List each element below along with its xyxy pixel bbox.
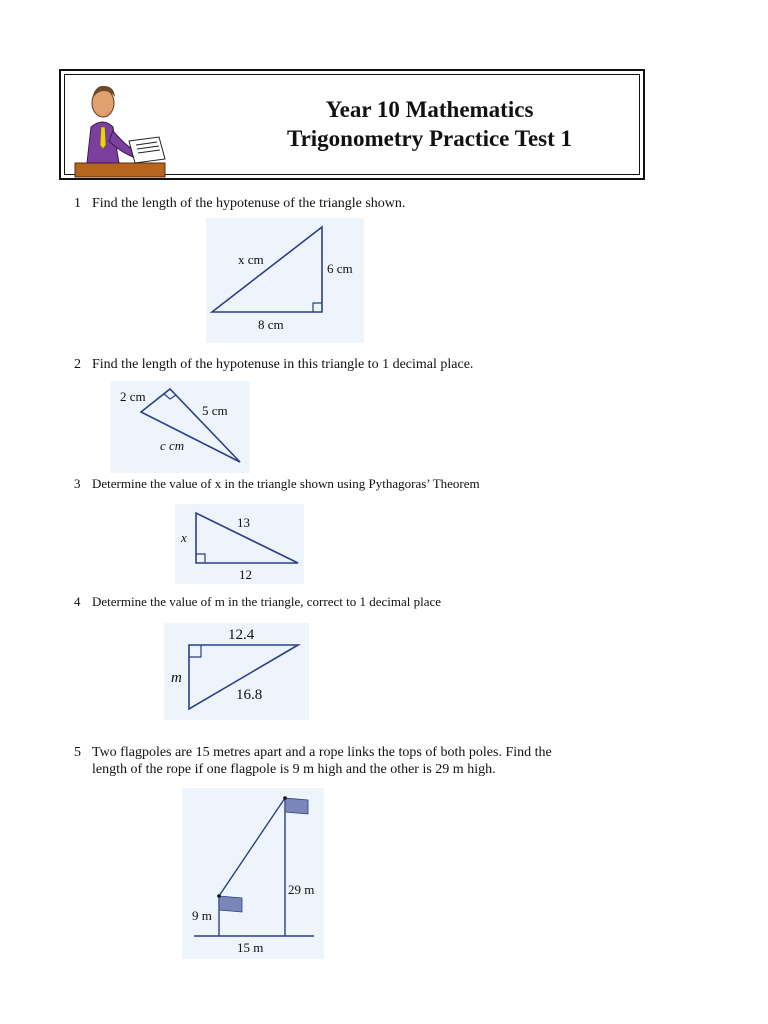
long-leg-label: 5 cm — [202, 403, 228, 418]
teacher-illustration — [73, 79, 173, 179]
question-4 — [74, 593, 634, 610]
question-1 — [74, 195, 634, 212]
question-text-line-2: length of the rope if one flagpole is 9 m high and the other is 29 m high. — [92, 762, 496, 777]
figure-q4-triangle — [164, 623, 309, 720]
question-3 — [74, 475, 634, 492]
distance-label: 15 m — [237, 940, 264, 955]
figure-q1-triangle — [206, 218, 364, 343]
tall-pole-label: 29 m — [288, 882, 315, 897]
header-box — [59, 69, 645, 180]
hypotenuse-label: 16.8 — [236, 687, 263, 703]
question-text-line-1: Two flagpoles are 15 metres apart and a rope links the tops of both poles. Find the — [92, 745, 552, 760]
question-number: 5 — [74, 745, 81, 760]
title-line-1: Year 10 Mathematics — [325, 97, 534, 122]
hypotenuse-label: x cm — [238, 252, 264, 267]
question-text: Find the length of the hypotenuse of the triangle shown. — [92, 196, 406, 211]
question-text: Determine the value of x in the triangle shown using Pythagoras’ Theorem — [92, 476, 480, 491]
rope-line — [219, 798, 285, 896]
short-pole-label: 9 m — [192, 908, 212, 923]
header-inner-border — [64, 74, 640, 175]
question-number: 1 — [74, 196, 81, 211]
vertical-side-label: x — [181, 530, 187, 545]
top-side-label: 12.4 — [228, 627, 255, 643]
vertical-side-label: 6 cm — [327, 261, 353, 276]
vertical-side-label: m — [171, 670, 182, 686]
base-label: 12 — [239, 567, 252, 582]
short-flag-icon — [219, 896, 242, 912]
question-text: Find the length of the hypotenuse in this triangle to 1 decimal place. — [92, 357, 474, 372]
question-number: 4 — [74, 594, 81, 609]
question-text: Determine the value of m in the triangle, correct to 1 decimal place — [92, 594, 442, 609]
figure-q2-triangle — [110, 381, 250, 473]
question-2 — [74, 356, 634, 373]
figure-q5-flagpoles — [182, 788, 324, 959]
base-label: 8 cm — [258, 317, 284, 332]
title-line-2: Trigonometry Practice Test 1 — [286, 126, 573, 151]
title-block — [220, 95, 639, 153]
question-5 — [74, 744, 634, 778]
tall-flag-icon — [285, 798, 308, 814]
hypotenuse-label: 13 — [237, 515, 250, 530]
question-number: 2 — [74, 357, 81, 372]
figure-q3-triangle — [175, 504, 304, 584]
short-leg-label: 2 cm — [120, 389, 146, 404]
hypotenuse-label: c cm — [160, 438, 185, 453]
question-number: 3 — [74, 476, 81, 491]
